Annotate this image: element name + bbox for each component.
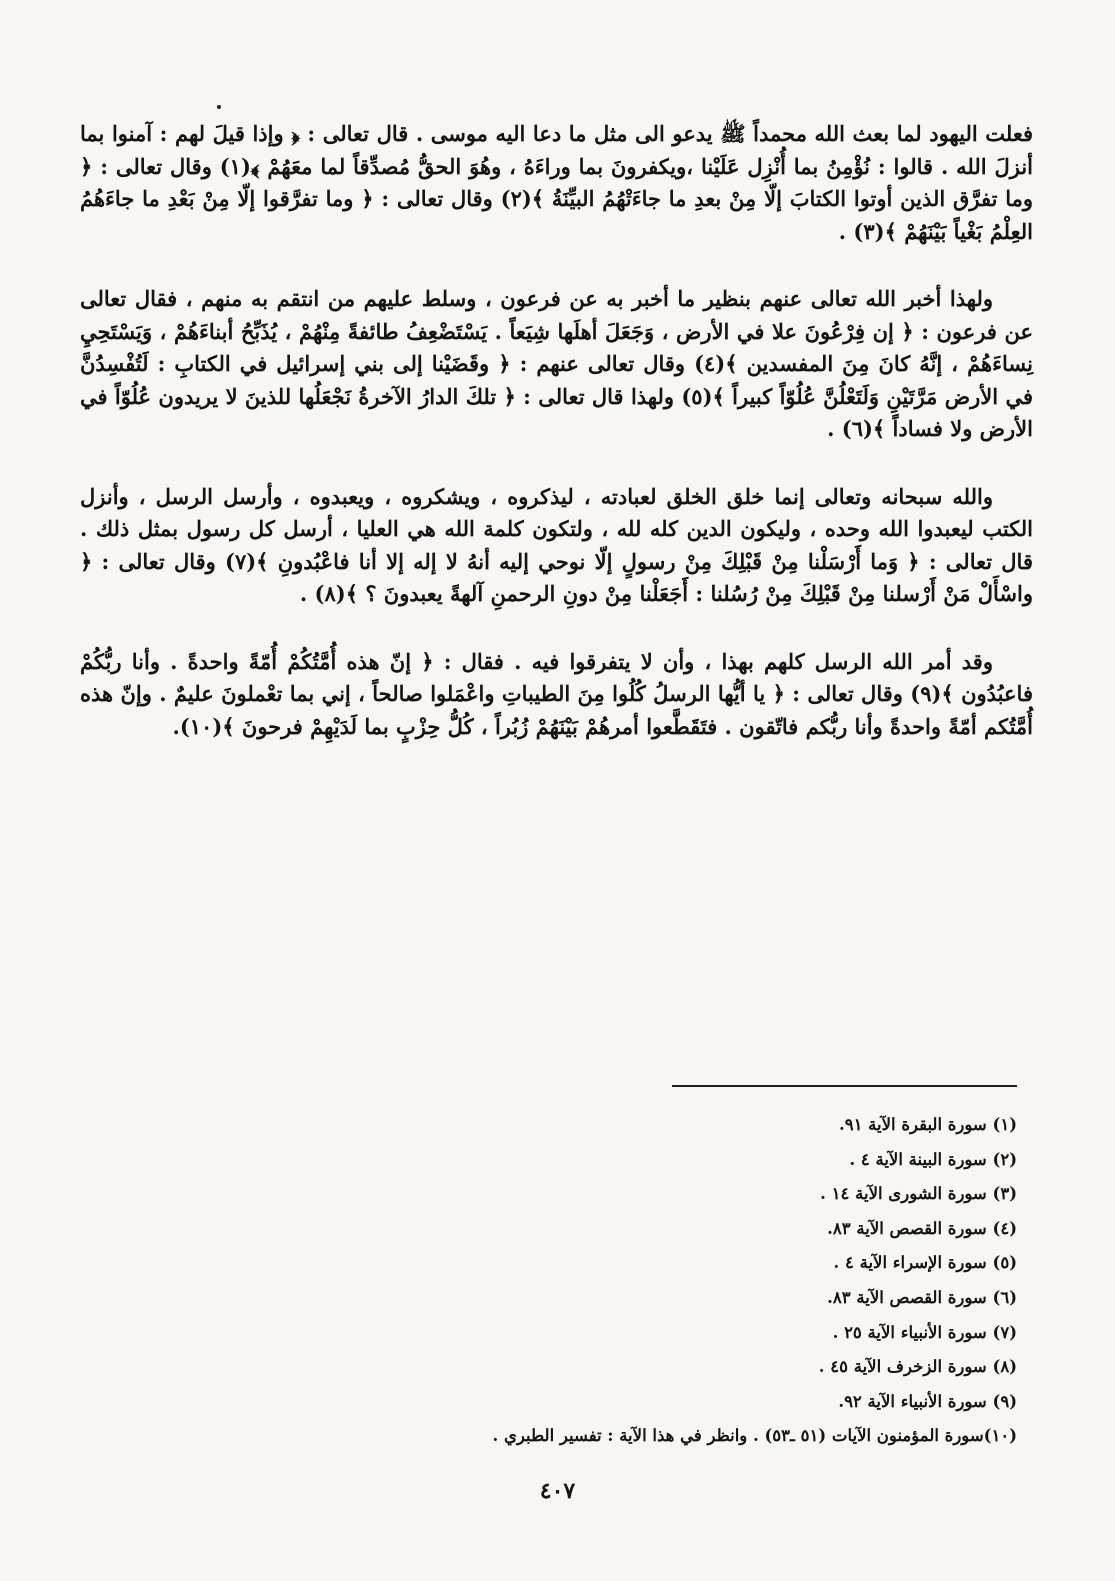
main-text [80, 118, 1033, 778]
footnote-3: (٣) سورة الشورى الآية ١٤ . [820, 1184, 1017, 1204]
footnote-9: (٩) سورة الأنبياء الآية ٩٢. [838, 1391, 1017, 1411]
paragraph-4: وقد أمر الله الرسل كلهم بهذا ، وأن لا يتفرقوا فيه . فقال : ﴿ إنّ هذه أُمَّتُكُمْ أُمّةً واحدةً . وأنا ربُّكُمْ فاعبُدُون ﴾(٩) وقال تعالى : ﴿ يا أيُّها الرسلُ كُلُوا مِنَ الطيباتِ واعْمَلوا صالحاً ، إني بما تعْملونَ عليمٌ . وإنّ هذه أُمَّتُكم أمّةً واحدةً وأنا ربُّكم فاتّقون . فتَقَطَّعوا أمرهُمْ بَيْنَهُمْ زُبُراً ، كُلُّ حِزْبٍ بما لَدَيْهِمْ فرحونَ ﴾(١٠). [80, 648, 1033, 739]
footnote-2: (٢) سورة البينة الآية ٤ . [849, 1149, 1017, 1169]
footnote-5: (٥) سورة الإسراء الآية ٤ . [833, 1253, 1017, 1273]
paragraph-2: ولهذا أخبر الله تعالى عنهم بنظير ما أخبر به عن فرعون ، وسلط عليهم من انتقم به منهم ، فقال تعالى عن فرعون : ﴿ إن فِرْعُونَ علا في الأرض ، وَجَعَلَ أهلَها شِيَعاً . يَسْتَضْعِفُ طائفةً مِنْهُمْ ، يُذَبِّحُ أبناءَهُمْ ، وَيَسْتَحِيِ نِساءَهُمْ ، إنَّهُ كانَ مِنَ المفسدين ﴾(٤) وقال تعالى عنهم : ﴿ وقَضَيْنا إلى بني إسرائيل في الكتابِ : لَتُفْسِدُنَّ في الأرض مَرَّتَيْنِ وَلَتَعْلُنَّ عُلُوّاً كبيراً ﴾(٥) ولهذا قال تعالى : ﴿ تلكَ الدارُ الآخرةُ نَجْعَلُها للذينَ لا يريدون عُلُوّاً في الأرض ولا فساداً ﴾(٦) . [80, 286, 1033, 441]
footnote-7: (٧) سورة الأنبياء الآية ٢٥ . [832, 1322, 1017, 1342]
footnotes-list [380, 1108, 1017, 1454]
footnote-divider [672, 1085, 1017, 1087]
paragraph-3: والله سبحانه وتعالى إنما خلق الخلق لعبادته ، ليذكروه ، ويشكروه ، ويعبدوه ، وأرسل الرسل ، وأنزل الكتب ليعبدوا الله وحده ، وليكون الدين كله لله ، ولتكون كلمة الله هي العليا ، أرسل كل رسول بمثل ذلك . قال تعالى : ﴿ وَما أَرْسَلْنا مِنْ قَبْلِكَ مِنْ رسولٍ إلّا نوحي إليه أنهُ لا إله إلا أنا فاعْبُدونِ ﴾(٧) وقال تعالى : ﴿ واسْأَلْ مَنْ أَرْسلنا مِنْ قَبْلِكَ مِنْ رُسُلنا : أَجَعَلْنا مِنْ دونِ الرحمنِ آلهةً يعبدونَ ؟ ﴾(٨) . [80, 483, 1033, 606]
print-speck [217, 105, 221, 109]
footnote-8: (٨) سورة الزخرف الآية ٤٥ . [818, 1357, 1017, 1377]
footnote-4: (٤) سورة القصص الآية ٨٣. [827, 1218, 1017, 1238]
footnote-1: (١) سورة البقرة الآية ٩١. [838, 1115, 1017, 1134]
footnote-6: (٦) سورة القصص الآية ٨٣. [827, 1287, 1017, 1307]
page-number: ٤٠٧ [539, 1478, 576, 1504]
footnote-10: (١٠)سورة المؤمنون الآيات (٥١ ـ٥٣) . وانظر في هذا الآية : تفسير الطبري . [492, 1426, 1017, 1446]
paragraph-1: فعلت اليهود لما بعث الله محمداً ﷺ يدعو الى مثل ما دعا اليه موسى . قال تعالى : ﴿ وإذا قيلَ لهم : آمنوا بما أنزلَ الله . قالوا : نُؤْمِنُ بما أُنْزِل عَلَيْنا ،ويكفرونَ بما وراءَهُ ، وهُوَ الحقُّ مُصدِّقاً لما معَهُمْ ﴾(١) وقال تعالى : ﴿ وما تفرَّق الذين أوتوا الكتابَ إلّا مِنْ بعدِ ما جاءَتْهُمُ البيِّنَةُ ﴾(٢) وقال تعالى : ﴿ وما تفرَّقوا إلّا مِنْ بَعْدِ ما جاءَهُمُ العِلْمُ بَغْياً بَيْنَهُمْ ﴾(٣) . [80, 121, 1034, 244]
